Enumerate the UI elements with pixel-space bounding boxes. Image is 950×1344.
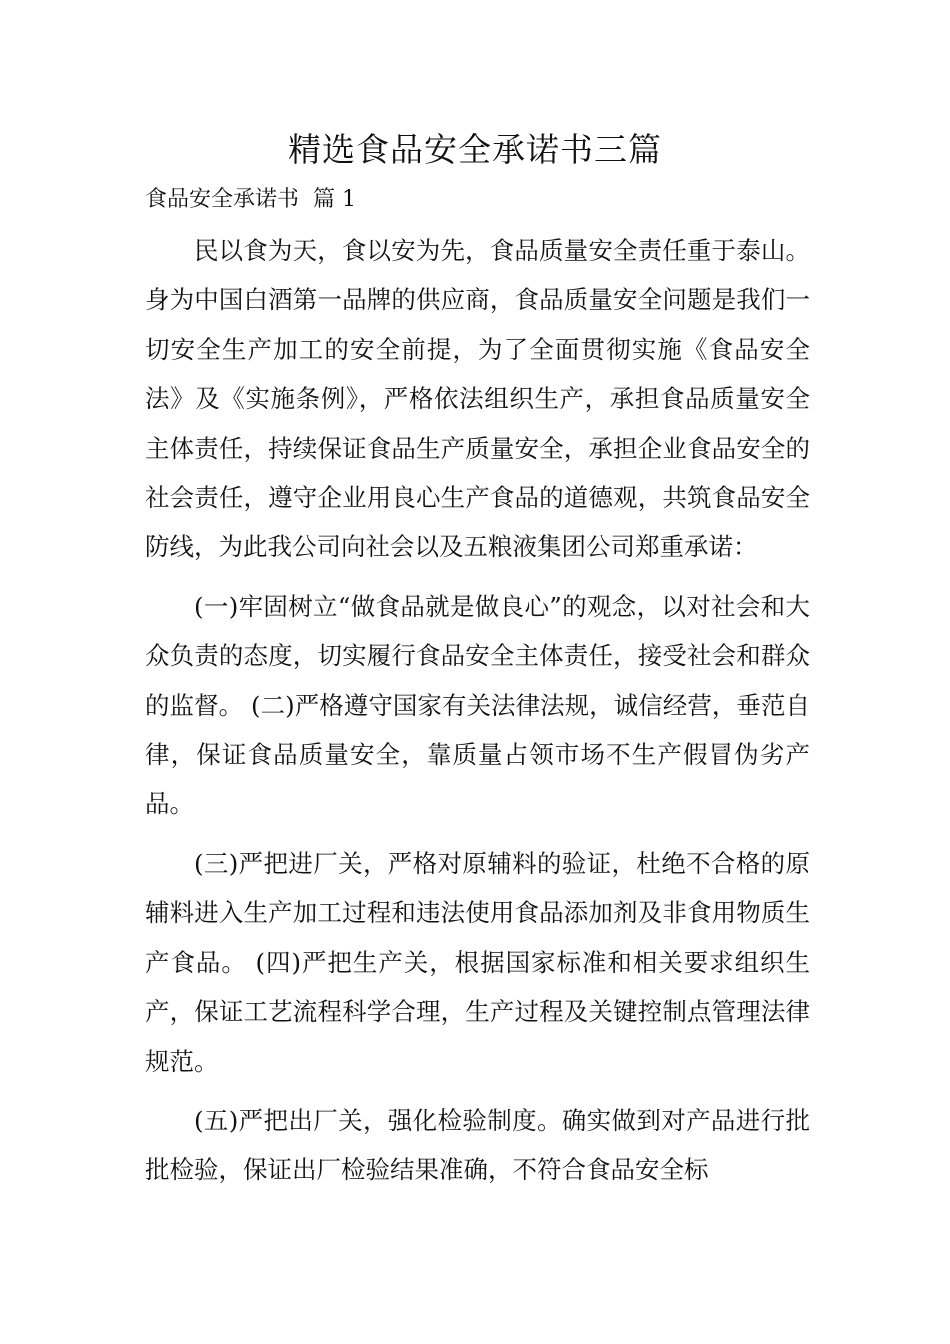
paragraph-intro: 民以食为天，食以安为先，食品质量安全责任重于泰山。身为中国白酒第一品牌的供应商，食品质量安全问题是我们一切安全生产加工的安全前提，为了全面贯彻实施《食品安全法》及《实施条例》，严格依法组织生产，承担食品质量安全主体责任，持续保证食品生产质量安全，承担企业食品安全的社会责任，遵守企业用良心生产食品的道德观，共筑食品安全防线，为此我公司向社会以及五粮液集团公司郑重承诺： bbox=[145, 236, 810, 562]
section-heading: 食品安全承诺书 篇 1 bbox=[145, 187, 356, 212]
document-title: 精选食品安全承诺书三篇 bbox=[288, 130, 662, 169]
paragraph-commitment-3-4: (三)严把进厂关，严格对原辅料的验证，杜绝不合格的原辅料进入生产加工过程和违法使用食品添加剂及非食用物质生产食品。 (四)严把生产关，根据国家标准和相关要求组织生产，保证工艺流程科学合理，生产过程及关键控制点管理法律规范。 bbox=[145, 848, 810, 1076]
paragraph-commitment-1-2: (一)牢固树立“做食品就是做良心”的观念，以对社会和大众负责的态度，切实履行食品安全主体责任，接受社会和群众的监督。 (二)严格遵守国家有关法律法规，诚信经营，垂范自律，保证食品质量安全，靠质量占领市场不生产假冒伪劣产品。 bbox=[145, 591, 810, 819]
document-body bbox=[145, 226, 810, 1205]
paragraph-commitment-5: (五)严把出厂关，强化检验制度。确实做到对产品进行批批检验，保证出厂检验结果准确，不符合食品安全标 bbox=[145, 1105, 810, 1185]
